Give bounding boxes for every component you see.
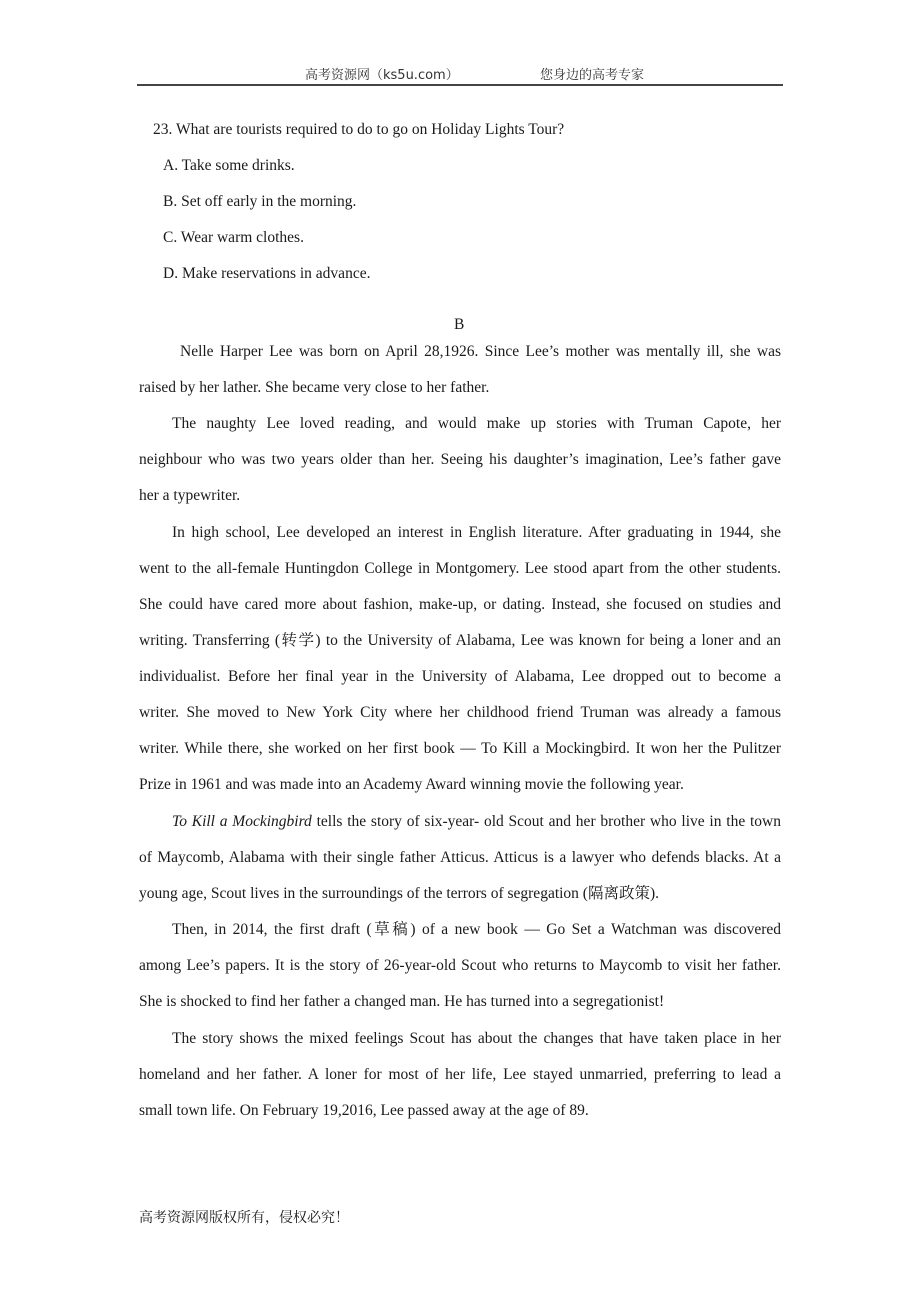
passage-line: writer. She moved to New York City where her childhood friend Truman was already a famous bbox=[139, 704, 781, 721]
header-rule bbox=[137, 84, 783, 86]
option-b: B. Set off early in the morning. bbox=[163, 193, 357, 210]
passage-line: went to the all-female Huntingdon College in Montgomery. Lee stood apart from the other students. bbox=[139, 560, 781, 577]
passage-line: writing. Transferring (转学) to the University of Alabama, Lee was known for being a loner and an bbox=[139, 632, 781, 649]
option-a: A. Take some drinks. bbox=[163, 157, 295, 174]
passage-line: Prize in 1961 and was made into an Academy Award winning movie the following year. bbox=[139, 776, 684, 793]
passage-line: The naughty Lee loved reading, and would make up stories with Truman Capote, her bbox=[172, 415, 781, 432]
header-site: 高考资源网（ks5u.com） bbox=[305, 68, 459, 83]
passage-line: She could have cared more about fashion, make-up, or dating. Instead, she focused on studies and bbox=[139, 596, 781, 613]
option-d: D. Make reservations in advance. bbox=[163, 265, 371, 282]
passage-line: raised by her lather. She became very close to her father. bbox=[139, 379, 490, 396]
passage-line: writer. While there, she worked on her first book — To Kill a Mockingbird. It won her the Pulitzer bbox=[139, 740, 781, 757]
passage-line: neighbour who was two years older than her. Seeing his daughter’s imagination, Lee’s father gave bbox=[139, 451, 781, 468]
passage-line: among Lee’s papers. It is the story of 26-year-old Scout who returns to Maycomb to visit her father. bbox=[139, 957, 781, 974]
section-label: B bbox=[454, 316, 465, 333]
passage-line: In high school, Lee developed an interest in English literature. After graduating in 1944, she bbox=[172, 524, 781, 541]
passage-line: homeland and her father. A loner for most of her life, Lee stayed unmarried, preferring to lead a bbox=[139, 1066, 781, 1083]
question-stem: 23. What are tourists required to do to go on Holiday Lights Tour? bbox=[153, 121, 565, 138]
passage-line: Nelle Harper Lee was born on April 28,1926. Since Lee’s mother was mentally ill, she was bbox=[180, 343, 781, 360]
book-title: To Kill a Mockingbird bbox=[172, 813, 312, 830]
passage-line: small town life. On February 19,2016, Lee passed away at the age of 89. bbox=[139, 1102, 589, 1119]
passage-line: Then, in 2014, the first draft (草稿) of a new book — Go Set a Watchman was discovered bbox=[172, 921, 781, 938]
passage-line: of Maycomb, Alabama with their single father Atticus. Atticus is a lawyer who defends blacks. At a bbox=[139, 849, 781, 866]
passage-line: young age, Scout lives in the surroundings of the terrors of segregation (隔离政策). bbox=[139, 885, 660, 902]
footer-copyright: 高考资源网版权所有，侵权必究！ bbox=[139, 1210, 349, 1226]
passage-line: She is shocked to find her father a changed man. He has turned into a segregationist! bbox=[139, 993, 665, 1010]
header-slogan: 您身边的高考专家 bbox=[540, 68, 645, 83]
passage-line: The story shows the mixed feelings Scout has about the changes that have taken place in her bbox=[172, 1030, 781, 1047]
passage-line: individualist. Before her final year in the University of Alabama, Lee dropped out to become a bbox=[139, 668, 781, 685]
option-c: C. Wear warm clothes. bbox=[163, 229, 304, 246]
passage-line bbox=[172, 812, 781, 832]
passage-line-text: tells the story of six-year- old Scout and her brother who live in the town bbox=[311, 813, 781, 830]
passage-line: her a typewriter. bbox=[139, 487, 241, 504]
